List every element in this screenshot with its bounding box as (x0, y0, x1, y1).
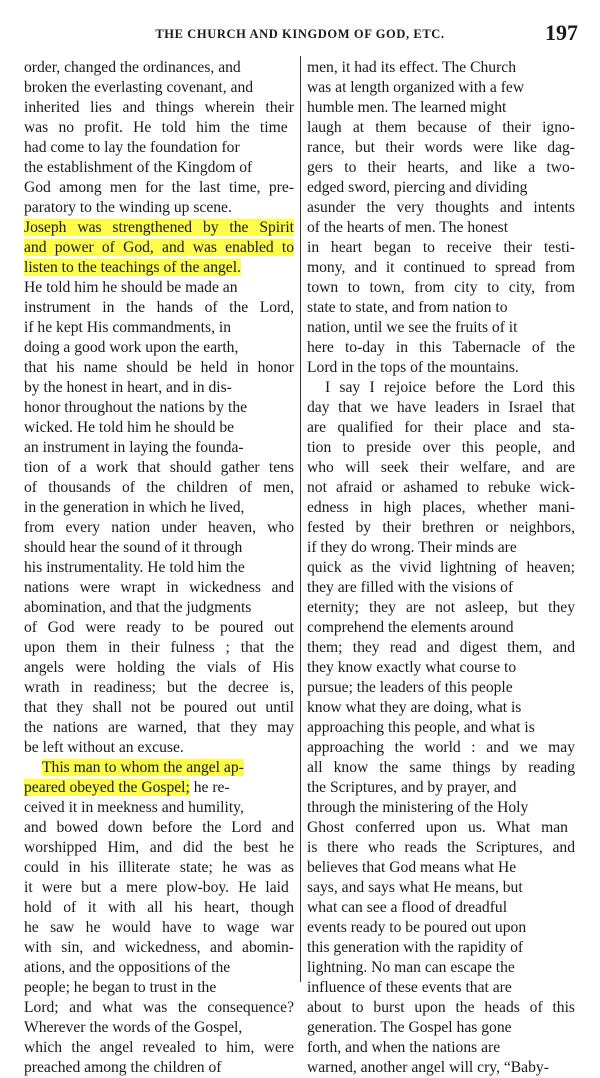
text-line: inherited lies and things wherein their (24, 99, 294, 116)
text-line: He told him he should be made an (24, 279, 238, 296)
text-line: preached among the children of (24, 1059, 222, 1076)
text-line: was no profit. He told him the time (24, 119, 288, 136)
text-line: which the angel revealed to him, were (24, 1039, 294, 1056)
text-line: rance, but their words were like dag- (307, 139, 575, 156)
text-line: his instrumentality. He told him the (24, 559, 245, 576)
text-line: forth, and when the nations are (307, 1039, 501, 1056)
highlighted-passage: Joseph was strengthened by the Spirit (24, 219, 294, 236)
text-line: the Scriptures, and by prayer, and (307, 779, 517, 796)
text-line: state to state, and from nation to (307, 299, 508, 316)
text-line: hold of it with all his heart, though (24, 899, 294, 916)
text-line: was at length organized with a few (307, 79, 525, 96)
text-line: tion of a work that should gather tens (24, 459, 294, 476)
text-line: humble men. The learned might (307, 99, 507, 116)
text-line: God among men for the last time, pre- (24, 179, 294, 196)
text-line: laugh at them because of their igno- (307, 119, 575, 136)
text-line: it were but a mere plow-boy. He laid (24, 879, 289, 896)
text-line: upon them in their fulness ; that the (24, 639, 294, 656)
text-line: Wherever the words of the Gospel, (24, 1019, 243, 1036)
text-line (24, 258, 294, 278)
line-remainder: he re- (189, 779, 230, 796)
text-line: be left without an excuse. (24, 739, 184, 756)
text-line: he saw he would have to wage war (24, 919, 294, 936)
text-line: mony, and it continued to spread from (307, 259, 575, 276)
text-line: of the hearts of men. The honest (307, 219, 509, 236)
text-line: wrath in readiness; but the decree is, (24, 679, 294, 696)
text-line: believes that God means what He (307, 859, 517, 876)
text-line: the nations are warned, that they may (24, 719, 294, 736)
text-line: about to burst upon the heads of this (307, 999, 575, 1016)
text-line: people; he began to trust in the (24, 979, 217, 996)
text-line: with sin, and wickedness, and abomin- (24, 939, 294, 956)
text-line (24, 758, 294, 778)
text-line: of God were ready to be poured out (24, 619, 294, 636)
text-line: generation. The Gospel has gone (307, 1019, 512, 1036)
text-line: not afraid or ashamed to rebuke wick- (307, 479, 575, 496)
text-line: if they do wrong. Their minds are (307, 539, 517, 556)
text-line: instrument in the hands of the Lord, (24, 299, 294, 316)
text-line: fested by their brethren or neighbors, (307, 519, 575, 536)
text-line: nations were wrapt in wickedness and (24, 579, 294, 596)
text-line: and bowed down before the Lord and (24, 819, 294, 836)
running-head-title: THE CHURCH AND KINGDOM OF GOD, ETC. (155, 27, 445, 41)
text-line: had come to lay the foundation for (24, 139, 240, 156)
text-line: paratory to the winding up scene. (24, 199, 232, 216)
text-line: honor throughout the nations by the (24, 399, 248, 416)
text-line: eternity; they are not asleep, but they (307, 599, 575, 616)
text-line: that his name should be held in honor (24, 359, 294, 376)
text-line: ations, and the oppositions of the (24, 959, 231, 976)
text-line: order, changed the ordinances, and (24, 59, 241, 76)
column-divider (300, 56, 301, 982)
text-line: edged sword, piercing and dividing (307, 179, 528, 196)
text-line: influence of these events that are (307, 979, 512, 996)
text-line: warned, another angel will cry, “Baby- (307, 1059, 549, 1076)
text-line: if he kept His commandments, in (24, 319, 232, 336)
text-line: is there who reads the Scriptures, and (307, 839, 575, 856)
text-line: asunder the very thoughts and intents (307, 199, 575, 216)
text-line: that they shall not be poured out until (24, 699, 294, 716)
running-head (22, 20, 578, 50)
text-line: what can see a flood of dreadful (307, 899, 508, 916)
text-line: by the honest in heart, and in dis- (24, 379, 232, 396)
text-line: wicked. He told him he should be (24, 419, 235, 436)
text-line: Lord in the tops of the mountains. (307, 359, 519, 376)
highlighted-passage: peared obeyed the Gospel; (24, 779, 190, 796)
text-line: lightning. No man can escape the (307, 959, 515, 976)
text-line: town to town, from city to city, from (307, 279, 575, 296)
text-line: events ready to be poured out upon (307, 919, 527, 936)
text-line: approaching the world : and we may (307, 739, 575, 756)
text-line: them; they read and digest them, and (307, 639, 575, 656)
text-line: all know the same things by reading (307, 759, 575, 776)
text-line: in the generation in which he lived, (24, 499, 245, 516)
text-line: could in his illiterate state; he was as (24, 859, 294, 876)
text-line: approaching this people, and what is (307, 719, 535, 736)
text-line: who will seek their welfare, and are (307, 459, 575, 476)
text-line: should hear the sound of it through (24, 539, 243, 556)
text-line: Lord; and what was the consequence? (24, 999, 294, 1016)
text-line: angels were holding the vials of His (24, 659, 294, 676)
text-line: pursue; the leaders of this people (307, 679, 513, 696)
text-line: abomination, and that the judgments (24, 599, 252, 616)
left-column (24, 58, 294, 1078)
text-line: Ghost conferred upon us. What man (307, 819, 568, 836)
text-line: doing a good work upon the earth, (24, 339, 239, 356)
text-line: an instrument in laying the founda- (24, 439, 244, 456)
text-line: nation, until we see the fruits of it (307, 319, 518, 336)
highlighted-passage: This man to whom the angel ap- (42, 759, 244, 776)
text-line: I say I rejoice before the Lord this (325, 379, 575, 396)
text-line: of thousands of the children of men, (24, 479, 294, 496)
text-line: they are filled with the visions of (307, 579, 514, 596)
text-line: gers to their hearts, and like a two- (307, 159, 575, 176)
text-line: know what they are doing, what is (307, 699, 522, 716)
text-line: the establishment of the Kingdom of (24, 159, 253, 176)
text-line: worshipped Him, and did the best he (24, 839, 294, 856)
text-line (24, 778, 294, 798)
text-line: here to-day in this Tabernacle of the (307, 339, 575, 356)
text-line: tion to preside over this people, and (307, 439, 575, 456)
text-line: they know exactly what course to (307, 659, 517, 676)
text-line: through the ministering of the Holy (307, 799, 529, 816)
text-line: quick as the vivid lightning of heaven; (307, 559, 575, 576)
text-line: day that we have leaders in Israel that (307, 399, 575, 416)
text-line (24, 238, 294, 258)
text-line: broken the everlasting covenant, and (24, 79, 254, 96)
text-line: comprehend the elements around (307, 619, 514, 636)
text-line: are qualified for their place and sta- (307, 419, 575, 436)
text-line: edness in high places, whether mani- (307, 499, 575, 516)
text-line: in heart began to receive their testi- (307, 239, 575, 256)
page-number: 197 (545, 20, 578, 45)
text-line: ceived it in meekness and humility, (24, 799, 244, 816)
right-column (307, 58, 575, 1078)
text-line: this generation with the rapidity of (307, 939, 524, 956)
highlighted-passage: listen to the teachings of the angel. (24, 259, 241, 276)
text-line (24, 218, 294, 238)
text-line: says, and says what He means, but (307, 879, 523, 896)
highlighted-passage: and power of God, and was enabled to (24, 239, 294, 256)
text-line: men, it had its effect. The Church (307, 59, 517, 76)
text-line: from every nation under heaven, who (24, 519, 294, 536)
